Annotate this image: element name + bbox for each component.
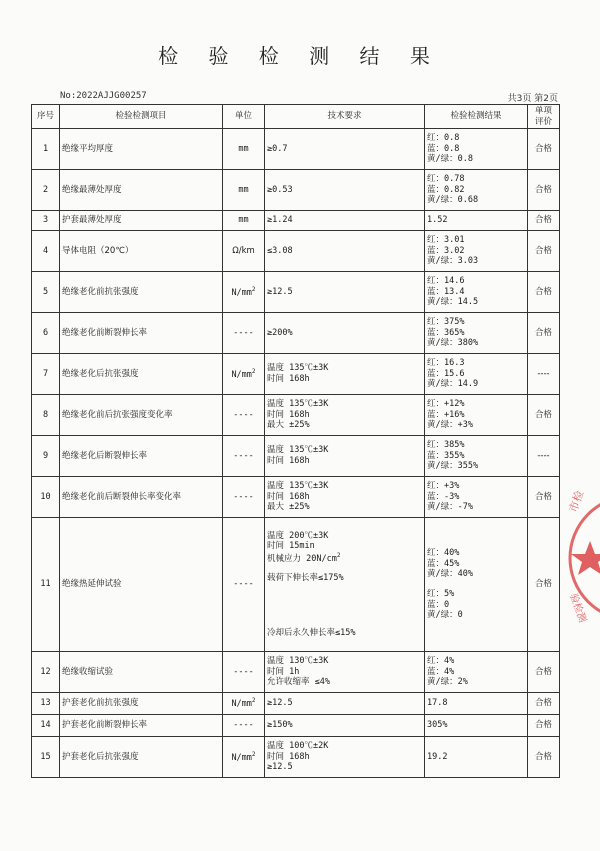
row-result: 红：3.01 蓝：3.02 黄/绿：3.03 xyxy=(425,231,528,272)
row-result: 红：16.3 蓝：15.6 黄/绿：14.9 xyxy=(425,354,528,395)
row-evaluation: ---- xyxy=(528,354,560,395)
header-unit: 单位 xyxy=(223,105,265,129)
stamp-ring xyxy=(570,496,600,620)
row-requirement: ≥200% xyxy=(265,313,425,354)
row-unit: ---- xyxy=(223,477,265,518)
row-seq: 10 xyxy=(32,477,60,518)
row-seq: 15 xyxy=(32,737,60,778)
stamp-text-bottom: 验检测 xyxy=(567,592,588,625)
report-number: No:2022AJJG00257 xyxy=(60,91,147,101)
table-row xyxy=(32,395,560,436)
row-seq: 7 xyxy=(32,354,60,395)
header-item: 检验检测项目 xyxy=(60,105,223,129)
row-item: 绝缘老化前断裂伸长率 xyxy=(60,313,223,354)
row-evaluation: 合格 xyxy=(528,211,560,231)
row-unit: $N/mm^2$ xyxy=(223,354,265,395)
table-row xyxy=(32,170,560,211)
table-row xyxy=(32,313,560,354)
table-row xyxy=(32,272,560,313)
row-unit: ---- xyxy=(223,436,265,477)
row-requirement: 温度 135℃±3K 时间 168h 最大 ±25% xyxy=(265,395,425,436)
table-row xyxy=(32,436,560,477)
row-result: 红：0.78 蓝：0.82 黄/绿：0.68 xyxy=(425,170,528,211)
page-title: 检 验 检 测 结 果 xyxy=(158,44,442,68)
row-result: 红：40% 蓝：45% 黄/绿：40% 红：5% 蓝：0 黄/绿：0 xyxy=(425,518,528,652)
table-row xyxy=(32,211,560,231)
row-unit: ---- xyxy=(223,652,265,693)
row-item: 绝缘老化前抗张强度 xyxy=(60,272,223,313)
results-table xyxy=(31,104,560,778)
table-row xyxy=(32,693,560,715)
row-result: 红：4% 蓝：4% 黄/绿：2% xyxy=(425,652,528,693)
table-row xyxy=(32,518,560,652)
table-row xyxy=(32,129,560,170)
row-requirement: 温度 130℃±3K 时间 1h 允许收缩率 ≤4% xyxy=(265,652,425,693)
row-seq: 14 xyxy=(32,715,60,737)
row-item: 绝缘老化前后抗张强度变化率 xyxy=(60,395,223,436)
row-seq: 4 xyxy=(32,231,60,272)
row-evaluation: 合格 xyxy=(528,395,560,436)
row-item: 护套最薄处厚度 xyxy=(60,211,223,231)
row-result: 红：385% 蓝：355% 黄/绿：355% xyxy=(425,436,528,477)
row-seq: 13 xyxy=(32,693,60,715)
row-seq: 8 xyxy=(32,395,60,436)
row-unit: ---- xyxy=(223,518,265,652)
row-evaluation: 合格 xyxy=(528,231,560,272)
row-item: 绝缘老化后抗张强度 xyxy=(60,354,223,395)
row-evaluation: 合格 xyxy=(528,477,560,518)
row-item: 绝缘收缩试验 xyxy=(60,652,223,693)
header-result: 检验检测结果 xyxy=(425,105,528,129)
row-evaluation: 合格 xyxy=(528,272,560,313)
row-evaluation: 合格 xyxy=(528,652,560,693)
row-unit: mm xyxy=(223,211,265,231)
row-result: 19.2 xyxy=(425,737,528,778)
row-item: 绝缘老化前后断裂伸长率变化率 xyxy=(60,477,223,518)
table-row xyxy=(32,715,560,737)
row-unit: mm xyxy=(223,129,265,170)
row-evaluation: 合格 xyxy=(528,715,560,737)
row-requirement: ≥12.5 xyxy=(265,272,425,313)
row-item: 绝缘热延伸试验 xyxy=(60,518,223,652)
row-result: 红：+12% 蓝：+16% 黄/绿：+3% xyxy=(425,395,528,436)
row-requirement: 温度 135℃±3K 时间 168h xyxy=(265,354,425,395)
header-seq: 序号 xyxy=(32,105,60,129)
table-row xyxy=(32,652,560,693)
row-result: 1.52 xyxy=(425,211,528,231)
row-unit: ---- xyxy=(223,715,265,737)
header-requirement: 技术要求 xyxy=(265,105,425,129)
row-seq: 5 xyxy=(32,272,60,313)
row-item: 护套老化前抗张强度 xyxy=(60,693,223,715)
row-evaluation: 合格 xyxy=(528,129,560,170)
row-item: 绝缘老化后断裂伸长率 xyxy=(60,436,223,477)
row-unit: $N/mm^2$ xyxy=(223,272,265,313)
table-row xyxy=(32,477,560,518)
row-evaluation: 合格 xyxy=(528,693,560,715)
row-seq: 3 xyxy=(32,211,60,231)
row-evaluation: ---- xyxy=(528,436,560,477)
row-seq: 2 xyxy=(32,170,60,211)
row-item: 绝缘平均厚度 xyxy=(60,129,223,170)
row-unit: $N/mm^2$ xyxy=(223,693,265,715)
row-requirement: ≥1.24 xyxy=(265,211,425,231)
table-row xyxy=(32,231,560,272)
row-unit: Ω/km xyxy=(223,231,265,272)
page-info: 共3页 第2页 xyxy=(507,94,558,104)
row-requirement: 温度 135℃±3K 时间 168h xyxy=(265,436,425,477)
row-evaluation: 合格 xyxy=(528,518,560,652)
row-unit: $N/mm^2$ xyxy=(223,737,265,778)
stamp-star-icon xyxy=(571,541,600,575)
row-unit: mm xyxy=(223,170,265,211)
official-stamp xyxy=(562,483,600,633)
stamp-text-top: 市检 xyxy=(566,488,587,515)
row-item: 绝缘最薄处厚度 xyxy=(60,170,223,211)
header-evaluation: 单项 评价 xyxy=(528,105,560,129)
row-result: 17.8 xyxy=(425,693,528,715)
row-seq: 9 xyxy=(32,436,60,477)
row-evaluation: 合格 xyxy=(528,170,560,211)
row-item: 护套老化后抗张强度 xyxy=(60,737,223,778)
row-item: 护套老化前断裂伸长率 xyxy=(60,715,223,737)
row-result: 红：14.6 蓝：13.4 黄/绿：14.5 xyxy=(425,272,528,313)
row-seq: 12 xyxy=(32,652,60,693)
row-seq: 1 xyxy=(32,129,60,170)
row-unit: ---- xyxy=(223,313,265,354)
row-item: 导体电阻（20℃） xyxy=(60,231,223,272)
row-requirement: ≥12.5 xyxy=(265,693,425,715)
row-requirement: 温度 200℃±3K 时间 15min 机械应力 $20N/cm^2$ 载荷下伸长率≤175% 冷却后永久伸长率≤15% xyxy=(265,518,425,652)
row-evaluation: 合格 xyxy=(528,313,560,354)
row-requirement: 温度 135℃±3K 时间 168h 最大 ±25% xyxy=(265,477,425,518)
row-requirement: ≥150% xyxy=(265,715,425,737)
row-seq: 11 xyxy=(32,518,60,652)
row-requirement: 温度 100℃±2K 时间 168h ≥12.5 xyxy=(265,737,425,778)
row-seq: 6 xyxy=(32,313,60,354)
row-result: 红：+3% 蓝：-3% 黄/绿：-7% xyxy=(425,477,528,518)
row-evaluation: 合格 xyxy=(528,737,560,778)
row-requirement: ≥0.7 xyxy=(265,129,425,170)
row-result: 红：375% 蓝：365% 黄/绿：380% xyxy=(425,313,528,354)
row-requirement: ≥0.53 xyxy=(265,170,425,211)
table-row xyxy=(32,737,560,778)
row-result: 305% xyxy=(425,715,528,737)
row-requirement: ≤3.08 xyxy=(265,231,425,272)
row-result: 红：0.8 蓝：0.8 黄/绿：0.8 xyxy=(425,129,528,170)
table-row xyxy=(32,354,560,395)
row-unit: ---- xyxy=(223,395,265,436)
